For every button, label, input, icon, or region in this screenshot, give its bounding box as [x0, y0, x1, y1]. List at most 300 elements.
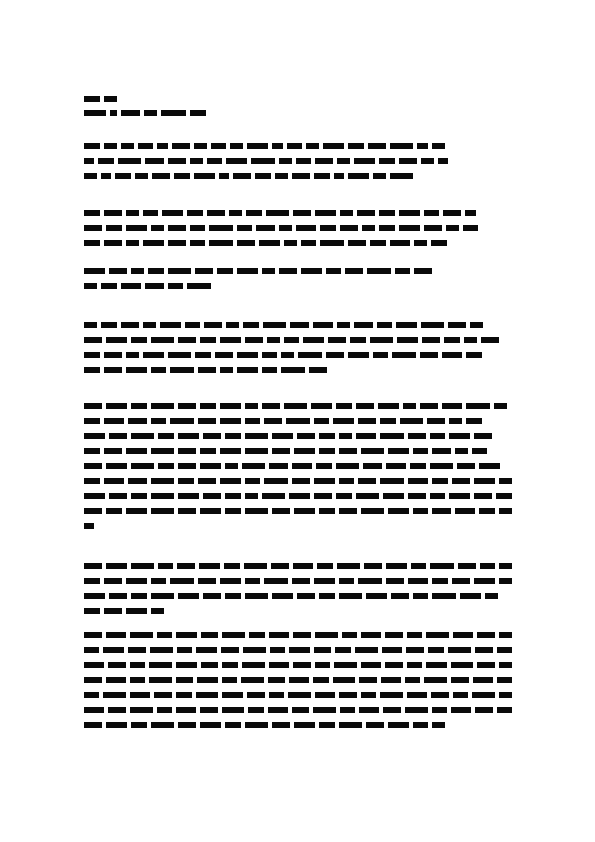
word-mark — [151, 722, 174, 728]
word-mark — [187, 210, 203, 216]
word-mark — [293, 662, 311, 668]
word-mark — [190, 240, 206, 246]
text-line — [84, 225, 512, 232]
word-mark — [131, 337, 147, 343]
word-mark — [361, 662, 381, 668]
word-mark — [84, 337, 102, 343]
word-mark — [457, 463, 475, 469]
word-mark — [84, 433, 105, 439]
word-mark — [245, 593, 268, 599]
word-mark — [270, 647, 285, 653]
word-mark — [109, 268, 127, 274]
word-mark — [272, 448, 290, 454]
word-mark — [405, 707, 428, 713]
text-line — [84, 158, 512, 165]
word-mark — [247, 143, 268, 149]
word-mark — [361, 632, 381, 638]
word-mark — [242, 463, 265, 469]
word-mark — [224, 563, 239, 569]
word-mark — [245, 508, 268, 514]
word-mark — [225, 493, 241, 499]
word-mark — [296, 225, 317, 231]
word-mark — [101, 173, 111, 179]
word-mark — [380, 433, 403, 439]
word-mark — [287, 143, 303, 149]
word-mark — [115, 173, 131, 179]
text-line — [84, 268, 512, 275]
word-mark — [339, 478, 355, 484]
word-mark — [294, 508, 315, 514]
word-mark — [432, 478, 448, 484]
word-mark — [177, 647, 192, 653]
word-mark — [219, 173, 229, 179]
word-mark — [367, 268, 390, 274]
word-mark — [168, 352, 191, 358]
word-mark — [126, 608, 147, 614]
word-mark — [151, 478, 174, 484]
word-mark — [348, 143, 364, 149]
word-mark — [84, 403, 102, 409]
word-mark — [118, 158, 141, 164]
word-mark — [200, 707, 218, 713]
word-mark — [151, 578, 167, 584]
word-mark — [203, 593, 221, 599]
word-mark — [251, 158, 274, 164]
word-mark — [215, 352, 233, 358]
word-mark — [359, 707, 379, 713]
word-mark — [311, 403, 332, 409]
word-mark — [135, 173, 148, 179]
word-mark — [334, 173, 344, 179]
word-mark — [296, 158, 312, 164]
word-mark — [293, 632, 311, 638]
word-mark — [388, 508, 409, 514]
word-mark — [359, 677, 377, 683]
word-mark — [237, 240, 255, 246]
word-mark — [361, 448, 384, 454]
word-mark — [408, 493, 426, 499]
word-mark — [297, 433, 315, 439]
word-mark — [432, 448, 450, 454]
word-mark — [104, 210, 122, 216]
word-mark — [272, 593, 293, 599]
text-line — [84, 692, 512, 699]
word-mark — [262, 268, 275, 274]
word-mark — [263, 322, 286, 328]
word-mark — [319, 508, 335, 514]
word-mark — [154, 692, 172, 698]
word-mark — [131, 722, 147, 728]
word-mark — [427, 418, 445, 424]
text-line — [84, 632, 512, 639]
word-mark — [106, 403, 127, 409]
word-mark — [470, 322, 483, 328]
word-mark — [84, 158, 94, 164]
word-mark — [104, 143, 117, 149]
word-mark — [306, 143, 319, 149]
word-mark — [453, 632, 473, 638]
word-mark — [315, 632, 338, 638]
word-mark — [301, 240, 317, 246]
word-mark — [272, 508, 290, 514]
word-mark — [290, 322, 308, 328]
word-mark — [432, 593, 455, 599]
word-mark — [84, 722, 102, 728]
word-mark — [225, 433, 241, 439]
word-mark — [106, 632, 126, 638]
text-line — [84, 283, 512, 290]
word-mark — [460, 593, 481, 599]
word-mark — [104, 240, 122, 246]
word-mark — [84, 210, 100, 216]
word-mark — [269, 692, 284, 698]
word-mark — [407, 692, 427, 698]
word-mark — [84, 110, 106, 116]
word-mark — [465, 210, 475, 216]
word-mark — [336, 403, 352, 409]
word-mark — [245, 493, 258, 499]
word-mark — [246, 210, 262, 216]
word-mark — [474, 478, 495, 484]
word-mark — [151, 593, 174, 599]
word-mark — [292, 578, 310, 584]
word-mark — [151, 418, 167, 424]
word-mark — [262, 367, 278, 373]
word-mark — [293, 563, 314, 569]
word-mark — [84, 632, 102, 638]
word-mark — [110, 110, 116, 116]
word-mark — [151, 508, 174, 514]
word-mark — [413, 508, 429, 514]
word-mark — [84, 707, 104, 713]
word-mark — [382, 647, 403, 653]
word-mark — [407, 662, 422, 668]
word-mark — [474, 493, 492, 499]
word-mark — [222, 662, 237, 668]
word-mark — [348, 173, 369, 179]
word-mark — [431, 692, 449, 698]
word-mark — [380, 418, 396, 424]
word-mark — [431, 240, 447, 246]
word-mark — [121, 143, 134, 149]
word-mark — [337, 158, 350, 164]
word-mark — [466, 352, 482, 358]
paragraph — [84, 632, 512, 737]
word-mark — [428, 647, 443, 653]
word-mark — [106, 677, 126, 683]
word-mark — [178, 337, 196, 343]
word-mark — [237, 352, 258, 358]
text-line — [84, 322, 512, 329]
word-mark — [84, 677, 102, 683]
word-mark — [106, 225, 122, 231]
word-mark — [497, 707, 512, 713]
word-mark — [226, 322, 239, 328]
text-line — [84, 352, 512, 359]
word-mark — [279, 225, 292, 231]
word-mark — [178, 448, 196, 454]
word-mark — [481, 337, 499, 343]
word-mark — [245, 337, 263, 343]
word-mark — [388, 448, 409, 454]
word-mark — [185, 322, 201, 328]
word-mark — [128, 647, 146, 653]
text-line — [84, 593, 512, 600]
word-mark — [497, 677, 512, 683]
word-mark — [388, 722, 409, 728]
word-mark — [334, 662, 357, 668]
word-mark — [121, 110, 140, 116]
word-mark — [98, 158, 114, 164]
word-mark — [319, 433, 335, 439]
word-mark — [284, 403, 307, 409]
word-mark — [222, 692, 242, 698]
word-mark — [356, 493, 379, 499]
text-line — [84, 96, 206, 103]
word-mark — [417, 143, 427, 149]
word-mark — [247, 692, 265, 698]
word-mark — [242, 662, 265, 668]
word-mark — [466, 403, 489, 409]
word-mark — [361, 508, 384, 514]
word-mark — [104, 352, 122, 358]
word-mark — [399, 225, 420, 231]
text-line — [84, 433, 512, 440]
word-mark — [320, 240, 343, 246]
word-mark — [391, 593, 409, 599]
word-mark — [444, 337, 460, 343]
word-mark — [158, 463, 174, 469]
word-mark — [220, 403, 241, 409]
word-mark — [201, 662, 219, 668]
word-mark — [211, 143, 227, 149]
word-mark — [170, 578, 193, 584]
word-mark — [348, 352, 369, 358]
word-mark — [204, 322, 222, 328]
word-mark — [449, 493, 470, 499]
word-mark — [108, 707, 126, 713]
word-mark — [151, 337, 174, 343]
word-mark — [315, 692, 335, 698]
word-mark — [426, 632, 449, 638]
word-mark — [84, 96, 100, 102]
word-mark — [109, 433, 127, 439]
word-mark — [131, 493, 147, 499]
word-mark — [104, 418, 125, 424]
word-mark — [477, 632, 495, 638]
word-mark — [339, 433, 352, 439]
word-mark — [245, 433, 268, 439]
word-mark — [406, 647, 424, 653]
word-mark — [475, 707, 493, 713]
word-mark — [151, 403, 174, 409]
word-mark — [220, 367, 233, 373]
word-mark — [225, 508, 241, 514]
word-mark — [340, 210, 353, 216]
word-mark — [449, 433, 470, 439]
word-mark — [106, 508, 122, 514]
text-line — [84, 677, 512, 684]
word-mark — [451, 677, 469, 683]
word-mark — [339, 508, 357, 514]
word-mark — [279, 158, 292, 164]
word-mark — [395, 268, 411, 274]
word-mark — [198, 578, 216, 584]
word-mark — [292, 463, 313, 469]
word-mark — [354, 322, 372, 328]
word-mark — [314, 173, 330, 179]
word-mark — [220, 337, 241, 343]
word-mark — [340, 707, 355, 713]
word-mark — [84, 578, 100, 584]
word-mark — [161, 110, 187, 116]
word-mark — [149, 662, 172, 668]
word-mark — [410, 463, 426, 469]
word-mark — [449, 418, 462, 424]
word-mark — [464, 337, 477, 343]
word-mark — [151, 448, 174, 454]
word-mark — [424, 677, 447, 683]
word-mark — [390, 240, 411, 246]
word-mark — [178, 722, 196, 728]
paragraph — [84, 143, 512, 188]
text-line — [84, 508, 512, 515]
word-mark — [190, 225, 206, 231]
word-mark — [345, 268, 363, 274]
word-mark — [313, 322, 334, 328]
word-mark — [455, 448, 468, 454]
word-mark — [131, 593, 147, 599]
word-mark — [379, 225, 395, 231]
word-mark — [84, 352, 100, 358]
word-mark — [145, 283, 163, 289]
word-mark — [316, 463, 332, 469]
word-mark — [279, 268, 297, 274]
word-mark — [339, 593, 362, 599]
word-mark — [106, 722, 127, 728]
word-mark — [241, 677, 264, 683]
word-mark — [131, 268, 144, 274]
word-mark — [233, 173, 251, 179]
word-mark — [289, 677, 309, 683]
word-mark — [262, 352, 278, 358]
word-mark — [178, 593, 199, 599]
word-mark — [473, 677, 493, 683]
word-mark — [157, 707, 172, 713]
word-mark — [264, 418, 282, 424]
word-mark — [358, 578, 381, 584]
word-mark — [400, 418, 423, 424]
word-mark — [225, 593, 241, 599]
word-mark — [294, 448, 315, 454]
word-mark — [195, 352, 211, 358]
word-mark — [422, 337, 440, 343]
word-mark — [130, 677, 145, 683]
word-mark — [151, 493, 174, 499]
word-mark — [131, 433, 154, 439]
word-mark — [453, 692, 468, 698]
word-mark — [301, 268, 322, 274]
word-mark — [230, 143, 243, 149]
word-mark — [149, 677, 172, 683]
word-mark — [222, 677, 237, 683]
word-mark — [313, 707, 336, 713]
word-mark — [414, 268, 432, 274]
word-mark — [407, 632, 422, 638]
word-mark — [451, 707, 471, 713]
word-mark — [426, 662, 446, 668]
word-mark — [432, 722, 445, 728]
word-mark — [143, 240, 164, 246]
word-mark — [499, 578, 512, 584]
word-mark — [128, 418, 146, 424]
word-mark — [104, 367, 122, 373]
word-mark — [104, 608, 122, 614]
word-mark — [392, 352, 415, 358]
word-mark — [319, 722, 335, 728]
word-mark — [499, 563, 512, 569]
word-mark — [455, 508, 476, 514]
word-mark — [297, 593, 315, 599]
word-mark — [271, 563, 289, 569]
word-mark — [390, 143, 413, 149]
word-mark — [414, 240, 427, 246]
word-mark — [333, 677, 356, 683]
word-mark — [84, 173, 97, 179]
word-mark — [104, 578, 122, 584]
word-mark — [443, 210, 461, 216]
word-mark — [121, 322, 139, 328]
word-mark — [408, 433, 426, 439]
word-mark — [356, 403, 374, 409]
word-mark — [84, 283, 97, 289]
text-line — [84, 367, 512, 374]
word-mark — [373, 173, 386, 179]
text-line — [84, 240, 512, 247]
word-mark — [272, 722, 290, 728]
word-mark — [472, 448, 488, 454]
word-mark — [84, 268, 105, 274]
text-line — [84, 418, 512, 425]
word-mark — [178, 493, 199, 499]
word-mark — [399, 158, 417, 164]
word-mark — [339, 722, 362, 728]
word-mark — [126, 240, 139, 246]
word-mark — [430, 463, 453, 469]
word-mark — [143, 210, 159, 216]
word-mark — [413, 448, 429, 454]
word-mark — [442, 403, 463, 409]
word-mark — [84, 523, 94, 529]
word-mark — [84, 322, 97, 328]
word-mark — [494, 403, 507, 409]
word-mark — [292, 707, 310, 713]
word-mark — [178, 508, 196, 514]
word-mark — [229, 210, 242, 216]
text-line — [84, 403, 512, 410]
word-mark — [130, 632, 153, 638]
word-mark — [174, 173, 190, 179]
word-mark — [411, 563, 426, 569]
word-mark — [438, 158, 448, 164]
word-mark — [432, 578, 448, 584]
word-mark — [350, 337, 366, 343]
word-mark — [463, 225, 479, 231]
text-line — [84, 337, 512, 344]
word-mark — [383, 707, 401, 713]
word-mark — [200, 463, 221, 469]
word-mark — [268, 707, 288, 713]
